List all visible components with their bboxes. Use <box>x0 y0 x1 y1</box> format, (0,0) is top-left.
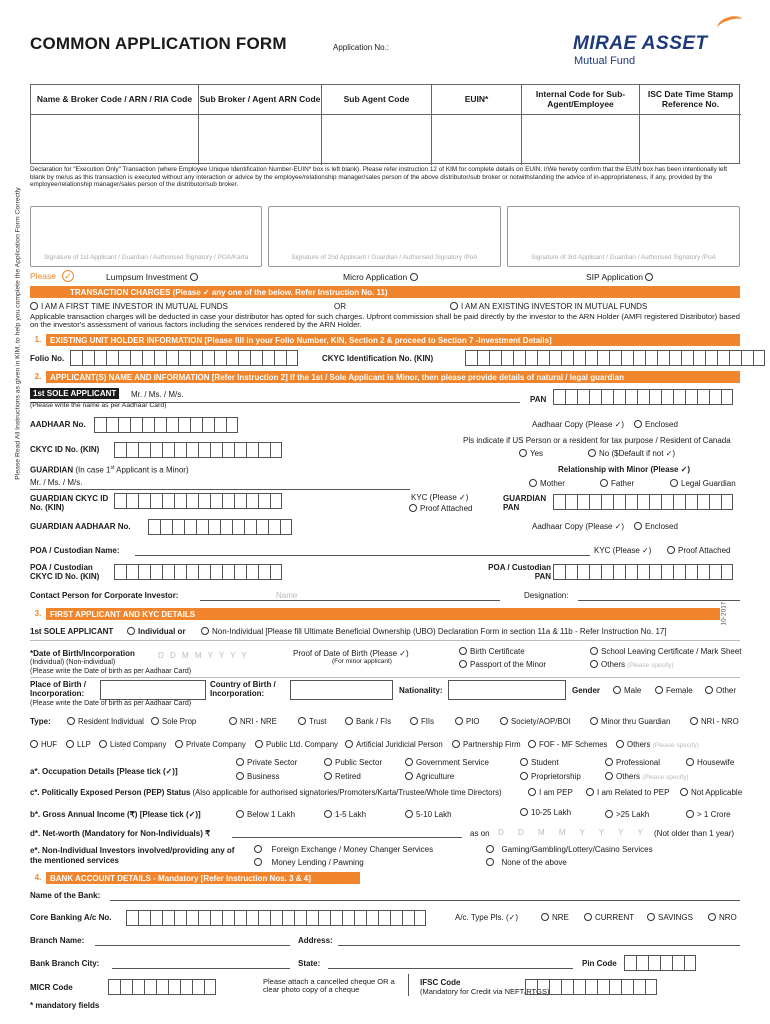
poa-pan-input[interactable] <box>553 564 733 580</box>
non-ind-investors-label: e*. Non-Individual Investors involved/providing any of the mentioned services <box>30 846 235 865</box>
savings-option[interactable]: SAVINGS <box>647 913 693 922</box>
brand-logo: MIRAE ASSET <box>573 33 708 54</box>
pin-code-input[interactable] <box>624 955 696 971</box>
type-option[interactable]: LLP <box>66 740 91 749</box>
aadhaar-enclosed-option[interactable]: Enclosed <box>634 420 678 429</box>
mother-option[interactable]: Mother <box>529 479 565 488</box>
lumpsum-option[interactable]: Lumpsum Investment <box>106 272 201 282</box>
pep-label: c*. Politically Exposed Person (PEP) Status (Also applicable for authorised signatories/Promoters/Karta/Trustee/Whole time Directors) <box>30 788 502 797</box>
pep-option[interactable]: Not Applicable <box>680 788 742 797</box>
income-option[interactable]: Below 1 Lakh <box>236 810 295 819</box>
income-option[interactable]: >25 Lakh <box>605 810 649 819</box>
broker-cell[interactable]: Sub Broker / Agent ARN Code <box>199 85 322 165</box>
occupation-option[interactable]: Student <box>520 758 559 767</box>
poa-ckyc-input[interactable] <box>114 564 282 580</box>
version-label: 10-2017 <box>720 601 728 626</box>
guardian-pan-label: GUARDIAN PAN <box>503 494 547 512</box>
gender-label: Gender <box>572 686 601 695</box>
bank-name-label: Name of the Bank: <box>30 891 101 900</box>
school-cert-option[interactable]: School Leaving Certificate / Mark Sheet <box>590 647 742 656</box>
occupation-option[interactable]: Private Sector <box>236 758 297 767</box>
occupation-option[interactable]: Others (Please specify) <box>605 772 689 781</box>
pin-code-label: Pin Code <box>582 959 617 968</box>
or-label: OR <box>334 302 346 311</box>
dob-input[interactable]: D D M M Y Y Y Y <box>158 651 249 660</box>
mandatory-footer: * mandatory fields <box>30 1001 100 1010</box>
pan-input[interactable] <box>553 389 733 405</box>
core-banking-label: Core Banking A/c No. <box>30 913 112 922</box>
type-option[interactable]: HUF <box>30 740 57 749</box>
state-label: State: <box>298 959 321 968</box>
type-option[interactable]: Artificial Juridicial Person <box>345 740 443 749</box>
guardian-pan-input[interactable] <box>553 494 733 510</box>
ifsc-input[interactable] <box>525 979 657 995</box>
as-on-label: as on <box>470 829 490 838</box>
broker-cell[interactable]: EUIN* <box>432 85 522 165</box>
type-option[interactable]: NRI - NRO <box>690 717 739 726</box>
other-gender-option[interactable]: Other <box>705 686 736 695</box>
type-option[interactable]: Resident Individual <box>67 717 144 726</box>
occupation-option[interactable]: Professional <box>605 758 660 767</box>
guardian-label: GUARDIAN (In case 1st Applicant is a Minor) <box>30 465 189 475</box>
poa-ckyc-label: POA / Custodian CKYC ID No. (KIN) <box>30 563 100 581</box>
ckyc-kin-input[interactable] <box>465 350 765 366</box>
poa-kyc-label: KYC (Please ✓) <box>594 546 652 555</box>
dob-note: (Please write the Date of birth as per Aadhaar Card) <box>30 668 192 675</box>
broker-table <box>30 84 740 164</box>
poa-name-label: POA / Custodian Name: <box>30 546 120 555</box>
relationship-label: Relationship with Minor (Please ✓) <box>558 465 691 474</box>
passport-option[interactable]: Passport of the Minor <box>459 660 546 669</box>
income-option[interactable]: > 1 Crore <box>686 810 731 819</box>
micr-input[interactable] <box>108 979 216 995</box>
networth-date-input[interactable]: D D M M Y Y Y Y <box>498 828 649 837</box>
income-option[interactable]: 5-10 Lakh <box>405 810 452 819</box>
current-option[interactable]: CURRENT <box>584 913 634 922</box>
legal-guardian-option[interactable]: Legal Guardian <box>670 479 736 488</box>
guardian-ckyc-input[interactable] <box>114 493 282 509</box>
type-label: Type: <box>30 717 51 726</box>
section-3-banner: 3. FIRST APPLICANT AND KYC DETAILS <box>30 608 720 620</box>
side-instruction: Please Read All Instructions as given in KIM, to help you complete the Application Form Correctly <box>14 187 22 480</box>
type-option[interactable]: FIIs <box>410 717 434 726</box>
type-option[interactable]: Sole Prop <box>151 717 196 726</box>
folio-input[interactable] <box>70 350 298 366</box>
name-placeholder[interactable]: Name <box>276 591 298 600</box>
s3-sole-label: 1st SOLE APPLICANT <box>30 627 114 636</box>
type-option[interactable]: Trust <box>298 717 326 726</box>
minor-applicant-note: (For minor applicant) <box>332 658 392 665</box>
section-1-banner: 1. EXISTING UNIT HOLDER INFORMATION [Please fill in your Folio Number, KIN, Section 2 & proceed to Section 7 -Investment Details] <box>30 334 740 346</box>
occupation-option[interactable]: Public Sector <box>324 758 382 767</box>
type-option[interactable]: Minor thru Guardian <box>590 717 670 726</box>
others-proof-option[interactable]: Others (Please specify) <box>590 660 674 669</box>
broker-cell[interactable]: ISC Date Time Stamp Reference No. <box>640 85 741 165</box>
type-option[interactable]: Public Ltd. Company <box>255 740 338 749</box>
income-label: b*. Gross Annual Income (₹) [Please tick (✓)] <box>30 810 201 819</box>
occupation-label: a*. Occupation Details [Please tick (✓)] <box>30 767 178 776</box>
account-number-input[interactable] <box>126 910 426 926</box>
account-type-label: A/c. Type Pls. (✓) <box>455 913 519 922</box>
guardian-aadhaar-copy-label: Aadhaar Copy (Please ✓) <box>532 522 625 531</box>
ifsc-label: IFSC Code <box>420 978 461 987</box>
designation-label: Designation: <box>524 591 569 600</box>
occupation-option[interactable]: Agriculture <box>405 772 454 781</box>
individual-option[interactable]: Individual or <box>127 627 186 636</box>
application-number-label: Application No.: <box>333 43 390 52</box>
occupation-option[interactable]: Government Service <box>405 758 489 767</box>
section-4-banner: 4. BANK ACCOUNT DETAILS - Mandatory [Refer Instruction Nos. 3 & 4] <box>30 872 360 884</box>
txn-note: Applicable transaction charges will be deducted in case your distributor has opted for such charges. Upfront commission shall be paid directly by the investor to the ARN Holder (AMFI registered Distributor) based on the investor's assessment of various factors including the services rendered by the ARN Holder. <box>30 312 740 330</box>
aadhaar-copy-label: Aadhaar Copy (Please ✓) <box>532 420 625 429</box>
dob-sub: (Individual) (Non-individual) <box>30 659 116 666</box>
networth-label: d*. Net-worth (Mandatory for Non-Individuals) ₹ <box>30 829 211 838</box>
aadhaar-name-note: (Please write the name as per Aadhaar Card) <box>30 402 167 409</box>
broker-cell[interactable]: Name & Broker Code / ARN / RIA Code <box>31 85 199 165</box>
nationality-label: Nationality: <box>399 686 443 695</box>
type-option[interactable]: Partnership Firm <box>452 740 521 749</box>
guardian-aadhaar-input[interactable] <box>148 519 292 535</box>
female-option[interactable]: Female <box>655 686 693 695</box>
nro-option[interactable]: NRO <box>708 913 737 922</box>
pob-note: (Please write the Date of birth as per Aadhaar Card) <box>30 700 192 707</box>
poa-proof-option[interactable]: Proof Attached <box>667 546 730 555</box>
type-option[interactable]: Private Company <box>175 740 246 749</box>
service-option[interactable]: Foreign Exchange / Money Changer Services <box>254 845 433 854</box>
ifsc-note: (Mandatory for Credit via NEFT/RTGS) <box>420 987 550 996</box>
us-person-yes[interactable]: Yes <box>519 449 543 458</box>
euin-declaration: Declaration for "Execution Only" Transaction (where Employee Unique Identification Number-EUIN* box is left blank). Please refer instruction 12 of KIM for complete details on EUIN. I/We hereby confirm that the EUIN box has been intentionally left blank by me/us as this transaction is executed without any interaction or advice by the employee/relationship manager/sales person of the above distributor/sub broker or notwithstanding the advice of in-appropriateness, if any, provided by the employee/relationship manager/sales person of the distributor/sub broker. <box>30 166 728 189</box>
pan-label: PAN <box>530 395 547 404</box>
kyc-label: KYC (Please ✓) <box>411 493 469 502</box>
micr-label: MICR Code <box>30 983 73 992</box>
ckyc-id-label: CKYC ID No. (KIN) <box>30 445 100 454</box>
proof-dob-label: Proof of Date of Birth (Please ✓) <box>293 649 409 658</box>
brand-logo-sub: Mutual Fund <box>574 55 636 67</box>
check-icon: ✓ <box>62 270 74 282</box>
type-option[interactable]: Society/AOP/BOI <box>500 717 571 726</box>
existing-option[interactable]: I AM AN EXISTING INVESTOR IN MUTUAL FUNDS <box>450 302 647 311</box>
first-time-option[interactable]: I AM A FIRST TIME INVESTOR IN MUTUAL FUNDS <box>30 302 228 311</box>
folio-label: Folio No. <box>30 354 65 363</box>
signature-box-1[interactable]: Signature of 1st Applicant / Guardian / Authorised Signatory / POA/Karta <box>30 206 262 267</box>
broker-cell[interactable]: Internal Code for Sub-Agent/Employee <box>522 85 640 165</box>
dob-label: *Date of Birth/Incorporation <box>30 649 135 658</box>
proof-attached-option[interactable]: Proof Attached <box>409 504 472 513</box>
pob-input[interactable] <box>100 680 206 700</box>
type-option[interactable]: Bank / FIs <box>345 717 391 726</box>
non-individual-option[interactable]: Non-Individual [Please fill Ultimate Beneficial Ownership (UBO) Declaration Form in section 11a & 11b - Refer Instruction No. 17] <box>201 627 667 636</box>
type-option[interactable]: NRI - NRE <box>229 717 277 726</box>
signature-box-2[interactable]: Signature of 2nd Applicant / Guardian / Authorised Signatory /PoA <box>268 206 501 267</box>
guardian-aadhaar-enclosed-option[interactable]: Enclosed <box>634 522 678 531</box>
guardian-ckyc-label: GUARDIAN CKYC ID No. (KIN) <box>30 494 109 512</box>
aadhaar-label: AADHAAR No. <box>30 420 86 429</box>
txn-charges-banner: TRANSACTION CHARGES (Please ✓ any one of the below. Refer Instruction No. 11) <box>30 286 740 298</box>
service-option[interactable]: Money Lending / Pawning <box>254 858 364 867</box>
pob-label: Place of Birth / Incorporation: <box>30 680 87 698</box>
city-label: Bank Branch City: <box>30 959 100 968</box>
pep-option[interactable]: I am Related to PEP <box>586 788 669 797</box>
service-option[interactable]: Gaming/Gambling/Lottery/Casino Services <box>486 845 653 854</box>
income-option[interactable]: 10-25 Lakh <box>520 808 571 817</box>
ckyc-id-input[interactable] <box>114 442 282 458</box>
branch-name-label: Branch Name: <box>30 936 85 945</box>
father-option[interactable]: Father <box>600 479 634 488</box>
type-option[interactable]: PIO <box>455 717 479 726</box>
male-option[interactable]: Male <box>613 686 641 695</box>
section-2-banner: 2. APPLICANT(S) NAME AND INFORMATION [Refer Instruction 2] If the 1st / Sole Applicant is Minor, then please provide details of natural / legal guardian <box>30 371 740 383</box>
guardian-aadhaar-label: GUARDIAN AADHAAR No. <box>30 522 131 531</box>
not-older-note: (Not older than 1 year) <box>654 829 735 838</box>
type-option[interactable]: Listed Company <box>99 740 166 749</box>
signature-box-3[interactable]: Signature of 3rd Applicant / Guardian / Authorised Signatory /PoA <box>507 206 740 267</box>
poa-pan-label: POA / Custodian PAN <box>488 563 551 581</box>
occupation-option[interactable]: Proprietorship <box>520 772 581 781</box>
broker-cell[interactable]: Sub Agent Code <box>322 85 432 165</box>
us-person-label: Pls indicate if US Person or a resident for tax purpose / Resident of Canada <box>463 436 731 445</box>
occupation-option[interactable]: Retired <box>324 772 361 781</box>
title-mr-label: Mr. / Ms. / M/s. <box>131 390 184 399</box>
guardian-title-label: Mr. / Ms. / M/s. <box>30 478 83 487</box>
sole-applicant-label: 1st SOLE APPLICANT <box>30 388 119 399</box>
micro-option[interactable]: Micro Application <box>343 272 421 282</box>
type-option[interactable]: FOF - MF Schemes <box>528 740 607 749</box>
nre-option[interactable]: NRE <box>541 913 569 922</box>
aadhaar-input[interactable] <box>94 417 238 433</box>
income-option[interactable]: 1-5 Lakh <box>324 810 366 819</box>
cob-input[interactable] <box>290 680 393 700</box>
logo-swoosh-icon <box>715 13 744 34</box>
form-title: COMMON APPLICATION FORM <box>30 34 287 53</box>
pep-option[interactable]: I am PEP <box>528 788 573 797</box>
ckyc-kin-label: CKYC Identification No. (KIN) <box>322 354 434 363</box>
cheque-note: Please attach a cancelled cheque OR a clear photo copy of a cheque <box>263 977 395 995</box>
us-person-no[interactable]: No ($Default if not ✓) <box>588 449 675 458</box>
address-label: Address: <box>298 936 333 945</box>
birth-cert-option[interactable]: Birth Certificate <box>459 647 525 656</box>
nationality-input[interactable] <box>448 680 566 700</box>
please-label: Please <box>30 271 56 281</box>
service-option[interactable]: None of the above <box>486 858 567 867</box>
occupation-option[interactable]: Housewife <box>686 758 734 767</box>
type-option[interactable]: Others (Please specify) <box>616 740 699 749</box>
contact-person-label: Contact Person for Corporate Investor: <box>30 591 179 600</box>
sip-option[interactable]: SIP Application <box>586 272 656 282</box>
occupation-option[interactable]: Business <box>236 772 279 781</box>
cob-label: Country of Birth / Incorporation: <box>210 680 276 698</box>
